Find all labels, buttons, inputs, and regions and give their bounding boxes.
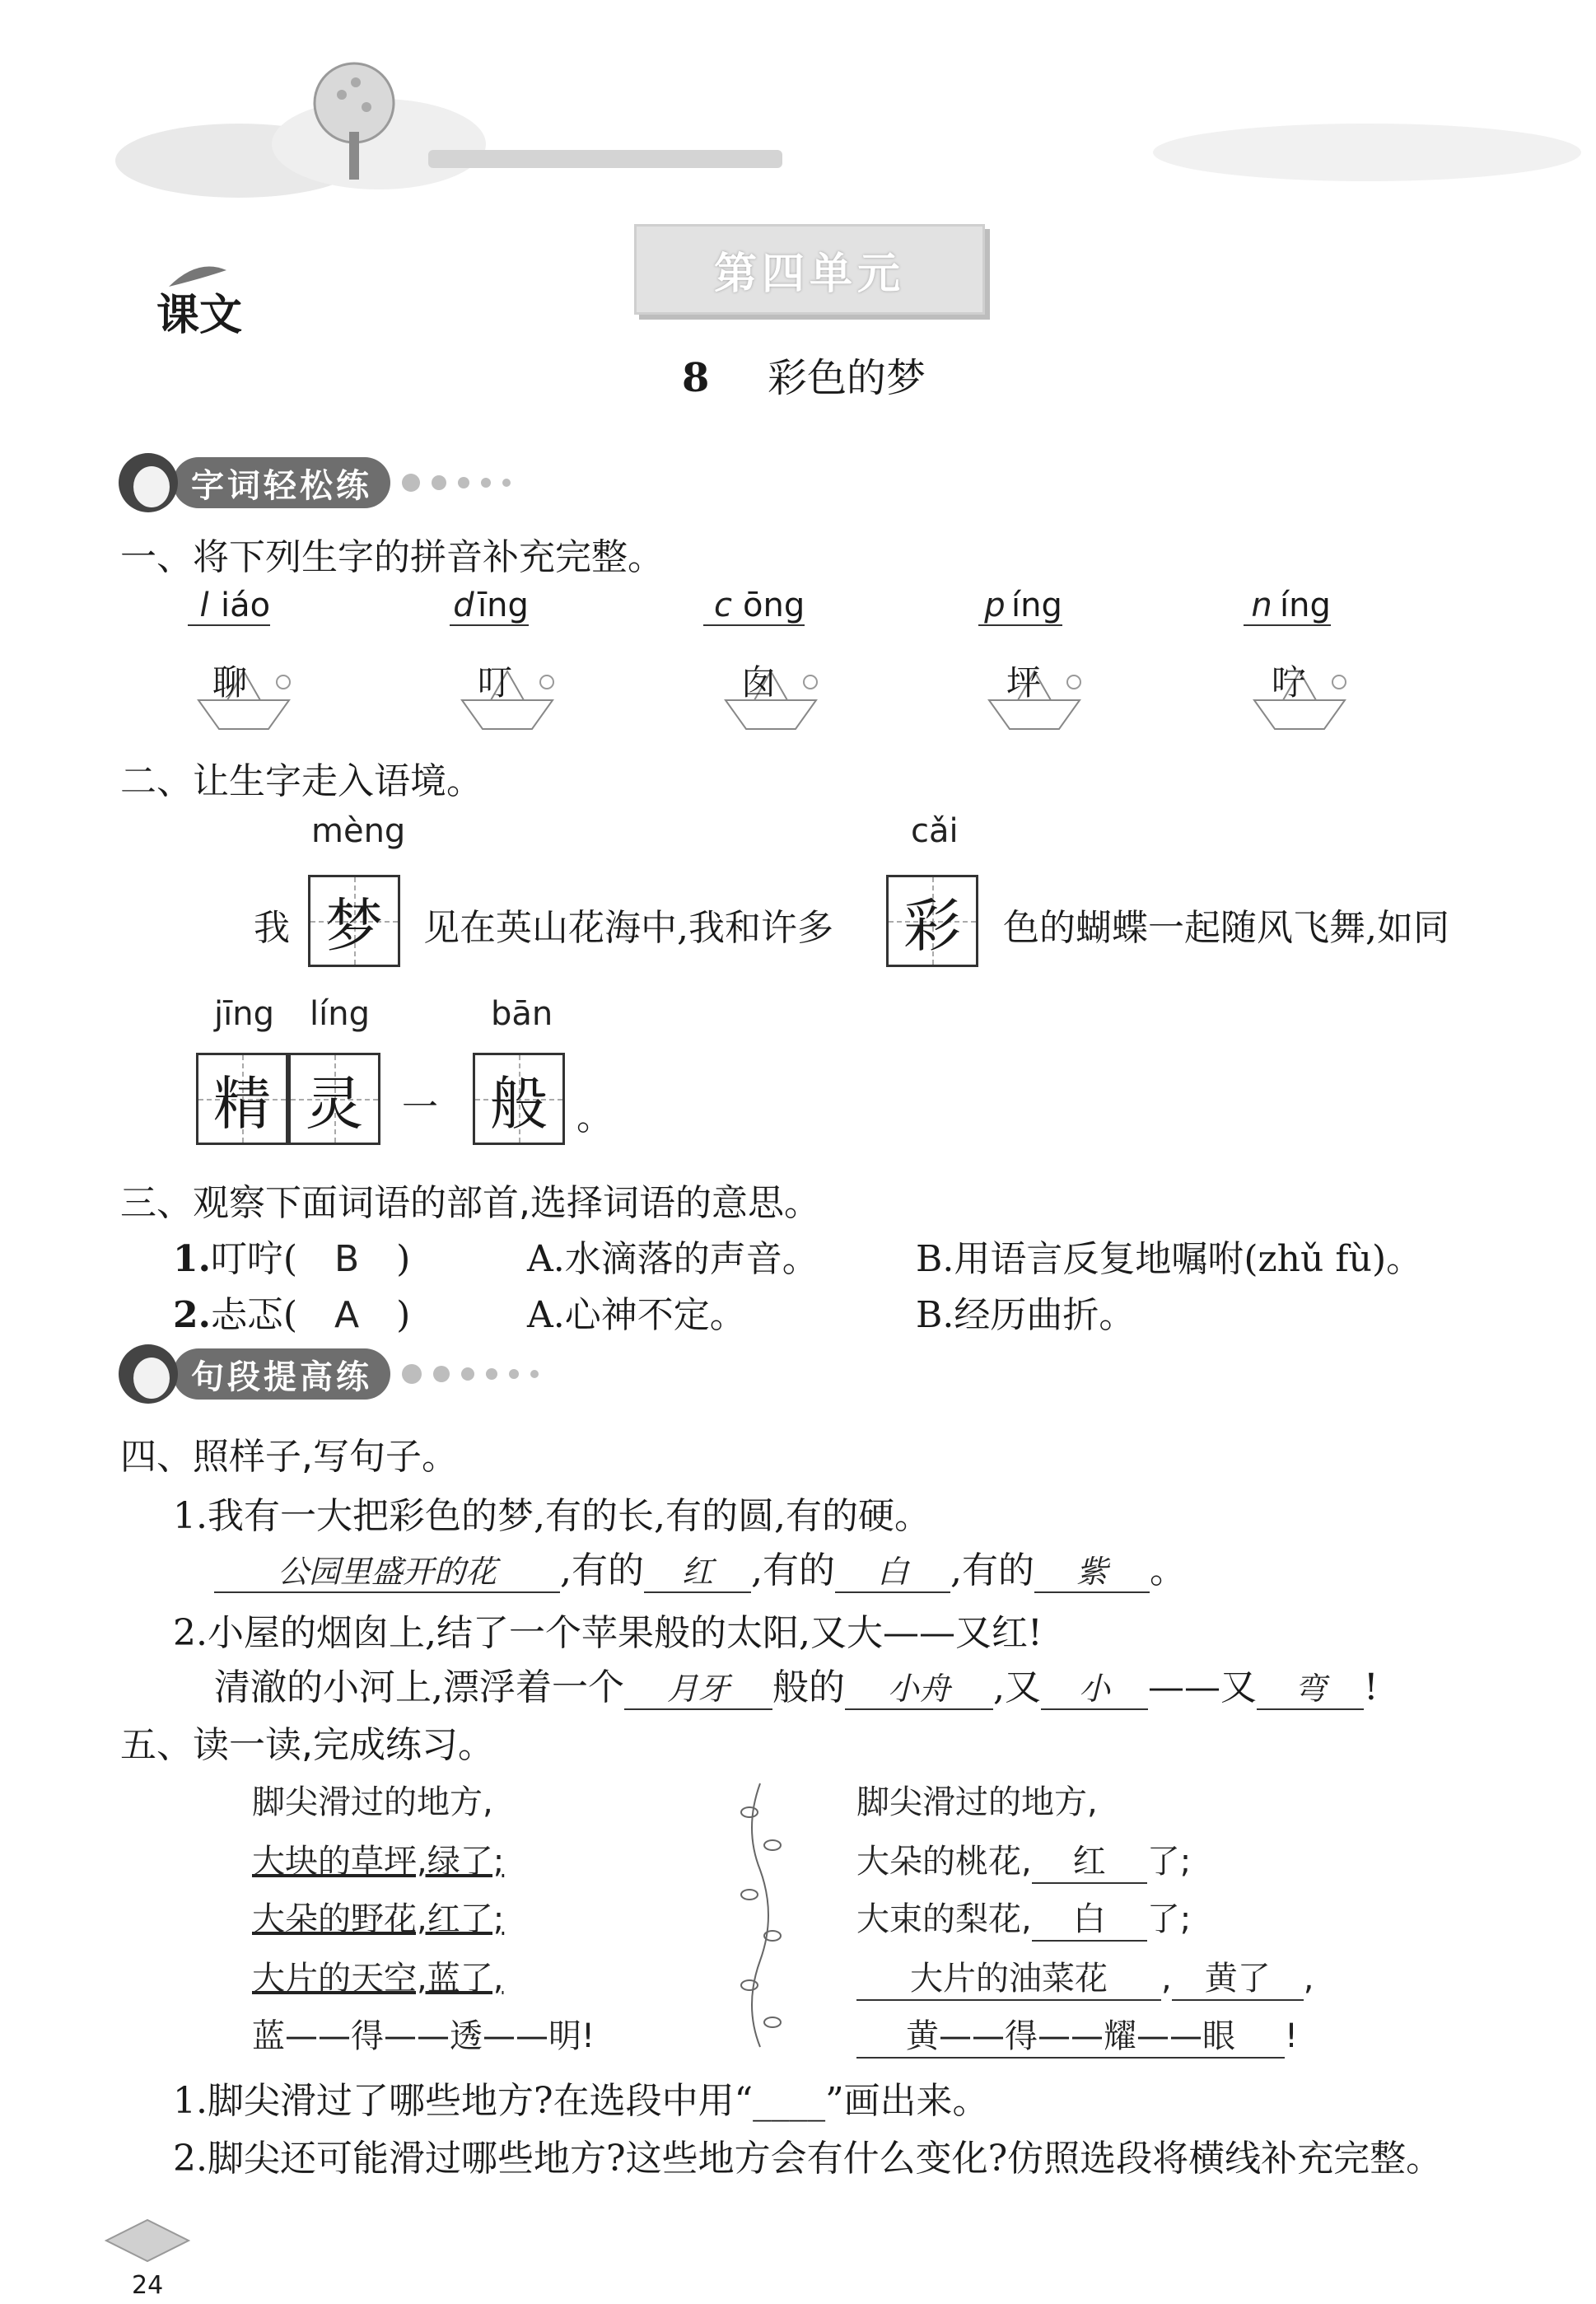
tree-icon	[305, 58, 404, 181]
lesson-name: 彩色的梦	[767, 355, 926, 401]
q1-char: 咛	[1272, 662, 1307, 703]
answer-blank[interactable]: 月牙	[624, 1663, 772, 1710]
q4-title: 四、照样子,写句子。	[120, 1436, 458, 1478]
q2-text-period: 。	[576, 1096, 613, 1138]
girl-avatar-icon	[119, 453, 178, 512]
char-box-cai[interactable]: 彩	[886, 875, 978, 967]
girl-avatar-icon	[119, 1344, 178, 1404]
grad-cap-icon	[102, 2216, 193, 2265]
answer-blank[interactable]: 小	[1041, 1663, 1148, 1710]
q2-title: 二、让生字走入语境。	[120, 760, 483, 802]
q2-text-mid: 见在英山花海中,我和许多	[423, 907, 833, 949]
poem-left-line-3: 大朵的野花,红了;	[252, 1900, 505, 1938]
badge-label: 句段提高练	[173, 1348, 390, 1400]
q3-title: 三、观察下面词语的部首,选择词语的意思。	[120, 1182, 820, 1224]
q1-title: 一、将下列生字的拼音补充完整。	[120, 536, 664, 578]
poem-left-line-1: 脚尖滑过的地方,	[252, 1783, 493, 1821]
unit-banner: 第四单元	[634, 224, 985, 315]
q1-item-1-pinyin: l iáo	[188, 587, 270, 626]
pinyin-ling: líng	[310, 995, 370, 1033]
pinyin-meng: mèng	[311, 812, 406, 850]
answer-blank[interactable]: c	[703, 587, 743, 626]
q1-item-5-pinyin: n íng	[1244, 587, 1331, 626]
badge-word-practice	[119, 451, 511, 514]
q3-item-2-option-b: B.经历曲折。	[916, 1294, 1136, 1336]
char-box-jing[interactable]: 精	[196, 1053, 288, 1145]
answer-blank[interactable]: 白	[1032, 1893, 1147, 1942]
answer-blank[interactable]: 公园里盛开的花	[214, 1546, 560, 1593]
header-caption	[428, 150, 782, 168]
answer-blank[interactable]: 黄了	[1172, 1952, 1304, 2001]
lesson-title	[682, 346, 926, 403]
q3-item-1-option-a: A.水滴落的声音。	[527, 1238, 819, 1280]
answer-blank[interactable]: 白	[835, 1546, 950, 1593]
char-box-meng[interactable]: 梦	[308, 875, 400, 967]
poem-right-line-1: 大朵的桃花, 红 了;	[856, 1835, 1191, 1884]
q4-sentence-1: 1.我有一大把彩色的梦,有的长,有的圆,有的硬。	[173, 1495, 931, 1537]
poem-right-line-3: 大片的油菜花 , 黄了 ,	[856, 1952, 1314, 2001]
q4-answer-1: 公园里盛开的花 ,有的 红 ,有的 白 ,有的 紫 。	[214, 1540, 1186, 1593]
q1-char: 聊	[212, 662, 248, 703]
poem-right-intro: 脚尖滑过的地方,	[856, 1783, 1098, 1821]
poem-right-line-2: 大束的梨花, 白 了;	[856, 1893, 1191, 1942]
badge-label: 字词轻松练	[173, 457, 390, 508]
q4-sentence-2: 2.小屋的烟囱上,结了一个苹果般的太阳,又大——又红!	[173, 1612, 1043, 1654]
answer-blank[interactable]: p	[978, 587, 1011, 626]
q1-item-2-pinyin: d īng	[450, 587, 529, 626]
q5-sub-2: 2.脚尖还可能滑过哪些地方?这些地方会有什么变化?仿照选段将横线补充完整。	[173, 2138, 1443, 2180]
char-box-ling[interactable]: 灵	[288, 1053, 380, 1145]
q4-answer-2: 清澈的小河上,漂浮着一个 月牙 般的 小舟 ,又 小 ——又 弯 !	[214, 1657, 1379, 1710]
q1-char: 坪	[1006, 662, 1042, 703]
pinyin-jing: jīng	[214, 995, 274, 1033]
q5-sub-1: 1.脚尖滑过了哪些地方?在选段中用“____”画出来。	[173, 2080, 989, 2122]
poem-left-line-2: 大块的草坪,绿了;	[252, 1843, 505, 1881]
lesson-number: 8	[682, 355, 710, 401]
answer-blank[interactable]: d	[450, 587, 478, 626]
q3-item-2: 2.忐忑( A )	[173, 1294, 411, 1336]
q1-item-4-pinyin: p íng	[978, 587, 1062, 626]
answer-blank[interactable]: 红	[1032, 1835, 1147, 1884]
q2-text-yi: 一	[402, 1087, 438, 1129]
section-title: 课文	[156, 291, 243, 340]
poem-right-line-4: 黄——得——耀——眼 !	[856, 2010, 1298, 2059]
poem-left-line-5: 蓝——得——透——明!	[252, 2017, 595, 2055]
badge-sentence-practice	[119, 1343, 539, 1405]
answer-blank[interactable]: B	[334, 1238, 360, 1280]
answer-blank[interactable]: 弯	[1257, 1663, 1364, 1710]
answer-blank[interactable]: l	[188, 587, 221, 626]
q2-text-wo: 我	[254, 907, 290, 949]
pinyin-cai: cǎi	[911, 812, 959, 850]
q5-title: 五、读一读,完成练习。	[120, 1724, 494, 1766]
pinyin-ban: bān	[491, 995, 553, 1033]
q3-item-1-option-b: B.用语言反复地嘱咐(zhǔ fù)。	[916, 1238, 1423, 1280]
page-number: 24	[132, 2271, 164, 2300]
q3-item-2-option-a: A.心神不定。	[527, 1294, 746, 1336]
vine-divider-icon	[731, 1779, 789, 2051]
q1-char: 囱	[741, 662, 777, 703]
answer-blank[interactable]: n	[1244, 587, 1280, 626]
q1-char: 叮	[478, 662, 513, 703]
answer-blank[interactable]: 紫	[1034, 1546, 1150, 1593]
answer-blank[interactable]: 小舟	[845, 1663, 993, 1710]
answer-blank[interactable]: 大片的油菜花	[856, 1952, 1161, 2001]
char-box-ban[interactable]: 般	[473, 1053, 565, 1145]
q2-text-end: 色的蝴蝶一起随风飞舞,如同	[1003, 907, 1449, 949]
answer-blank[interactable]: A	[334, 1294, 360, 1336]
poem-left-line-4: 大片的天空,蓝了,	[252, 1960, 504, 1998]
answer-blank[interactable]: 红	[644, 1546, 751, 1593]
answer-blank[interactable]: 黄——得——耀——眼	[856, 2010, 1285, 2059]
q1-item-3-pinyin: c ōng	[703, 587, 805, 626]
q3-item-1: 1.叮咛( B )	[173, 1238, 411, 1280]
